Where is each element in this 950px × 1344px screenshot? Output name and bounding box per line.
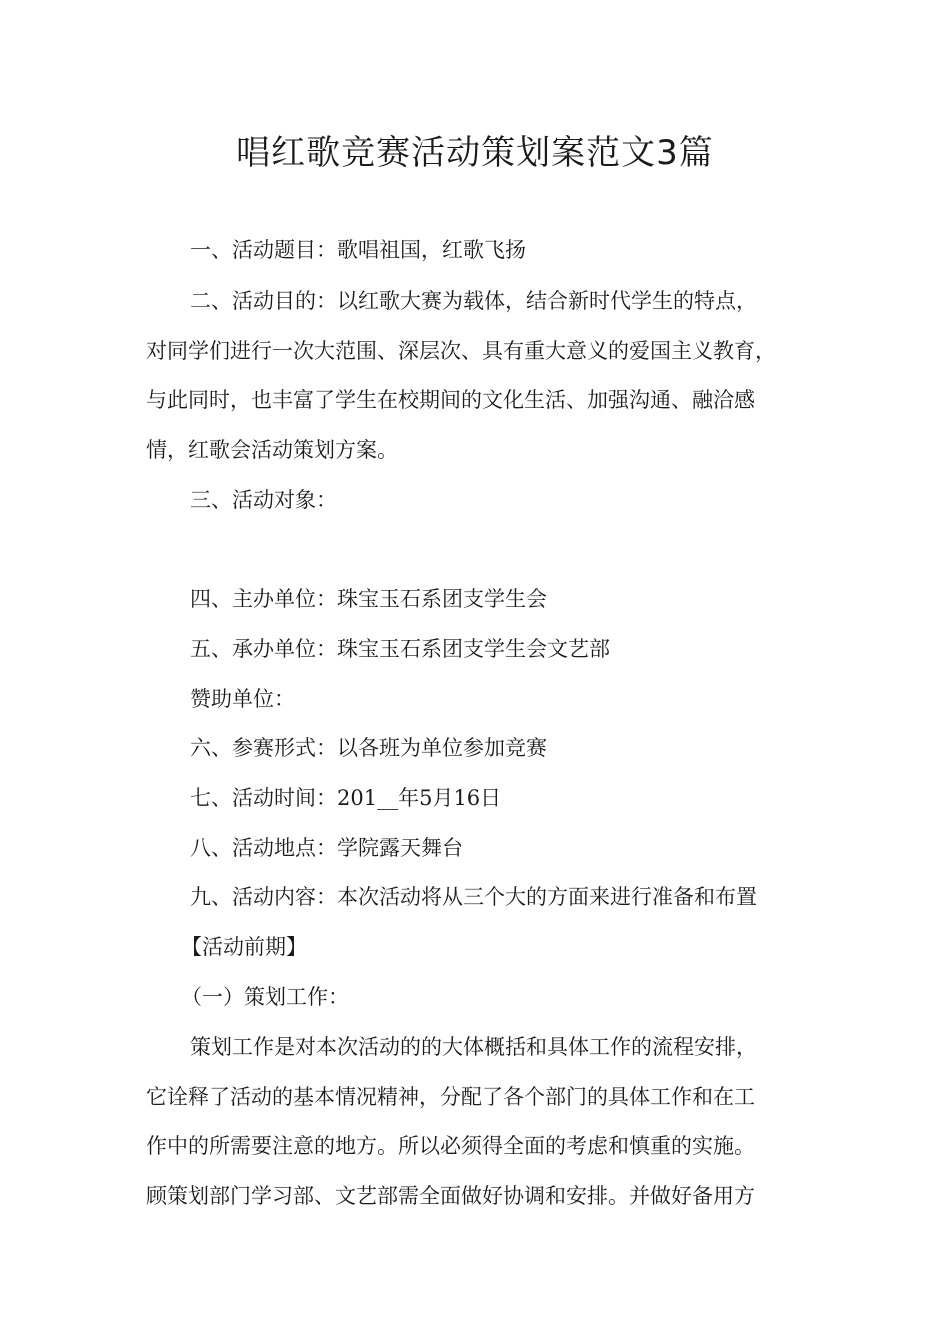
line-activity-purpose: 二、活动目的：以红歌大赛为载体，结合新时代学生的特点， [190,289,757,313]
section-heading-early-stage: 【活动前期】 [181,935,307,959]
line-content: 九、活动内容：本次活动将从三个大的方面来进行准备和布置 [190,885,757,909]
document-title: 唱红歌竞赛活动策划案范文3篇 [236,133,714,173]
line-time: 七、活动时间：201__年5月16日 [190,786,502,810]
line-location: 八、活动地点：学院露天舞台 [190,836,463,860]
line-sponsor: 赞助单位： [190,687,295,711]
line-purpose-cont-2: 与此同时，也丰富了学生在校期间的文化生活、加强沟通、融洽感 [146,388,755,412]
paragraph-planning-line-3: 作中的所需要注意的地方。所以必须得全面的考虑和慎重的实施。 [146,1134,755,1158]
line-format: 六、参赛形式：以各班为单位参加竞赛 [190,736,547,760]
line-organizer: 四、主办单位：珠宝玉石系团支学生会 [190,587,547,611]
paragraph-planning-line-2: 它诠释了活动的基本情况精神，分配了各个部门的具体工作和在工 [146,1085,755,1109]
paragraph-planning-line-1: 策划工作是对本次活动的的大体概括和具体工作的流程安排， [190,1035,757,1059]
line-activity-target: 三、活动对象： [190,488,337,512]
paragraph-planning-line-4: 顾策划部门学习部、文艺部需全面做好协调和安排。并做好备用方 [146,1184,755,1208]
line-purpose-cont-3: 情，红歌会活动策划方案。 [146,438,398,462]
line-co-organizer: 五、承办单位：珠宝玉石系团支学生会文艺部 [190,637,610,661]
subsection-heading-planning: （一）策划工作： [181,985,349,1009]
line-activity-topic: 一、活动题目：歌唱祖国，红歌飞扬 [190,238,526,262]
line-purpose-cont-1: 对同学们进行一次大范围、深层次、具有重大意义的爱国主义教育， [146,339,776,363]
